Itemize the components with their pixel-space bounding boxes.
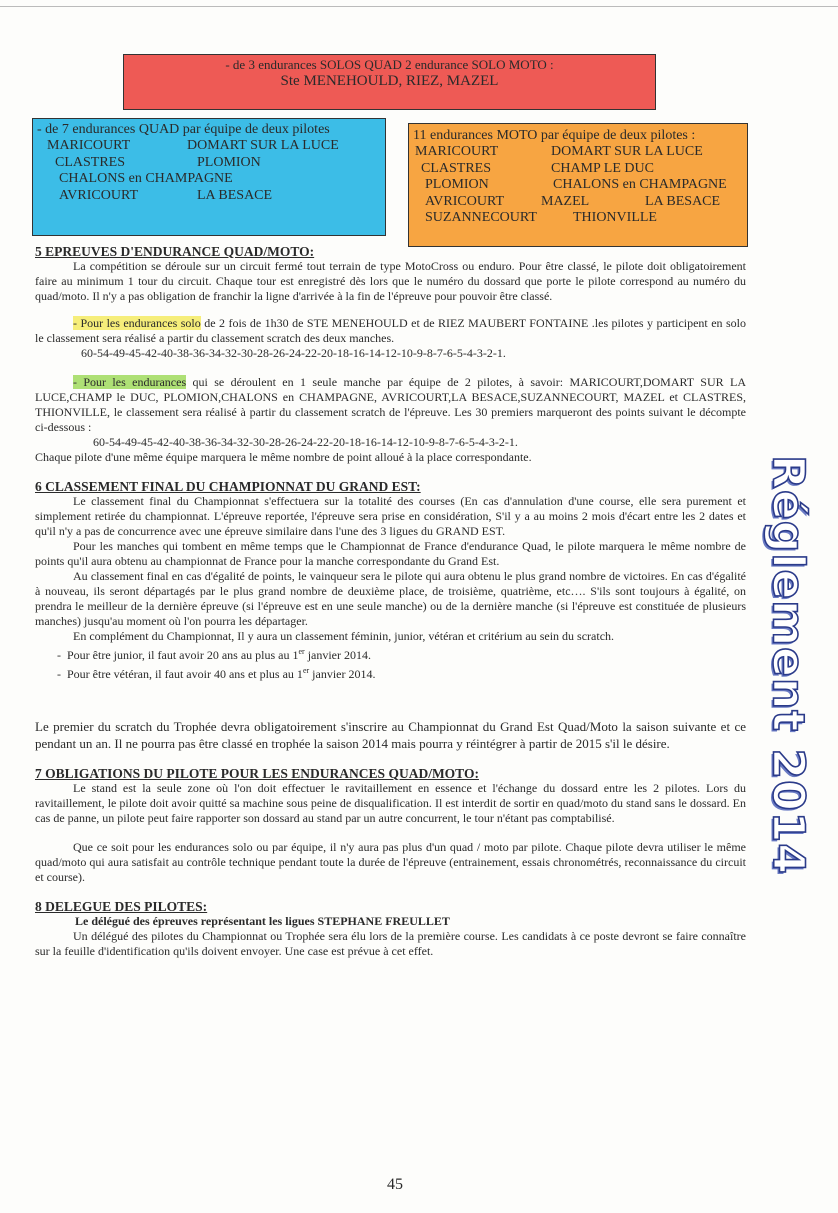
venue: DOMART SUR LA LUCE <box>187 138 339 153</box>
venue: CHALONS en CHAMPAGNE <box>553 177 727 192</box>
venue: CLASTRES <box>55 154 126 170</box>
team-points-note: Chaque pilote d'une même équipe marquera le même nombre de point alloué à la place correspondante. <box>35 450 532 464</box>
section-7-title: 7 OBLIGATIONS DU PILOTE POUR LES ENDURANCES QUAD/MOTO: <box>35 766 479 781</box>
solo-box-line-2: Ste MENEHOULD, RIEZ, MAZEL <box>280 73 499 89</box>
venue: MARICOURT <box>415 144 499 159</box>
venue: DOMART SUR LA LUCE <box>551 144 703 159</box>
team-endurance-paragraph <box>35 375 746 435</box>
team-endurance-highlight: - Pour les endurances <box>73 375 187 389</box>
section-6-paragraph: Le classement final du Championnat s'effectuera sur la totalité des courses (En cas d'annulation d'une course, elle sera purement et simplement retirée du championnat. L'épreuve reportée, l'épreuve sera prise en considération, S'il y a au moins 2 mois d'écart entre les 2 dates et qu'il n'y a pas de concurrence avec une épreuve similaire dans l'une des 3 ligues du GRAND EST. <box>35 494 746 538</box>
venue: THIONVILLE <box>573 210 657 225</box>
top-rule <box>0 6 838 7</box>
list-item: - Pour être vétéran, il faut avoir 40 ans et plus au 1er janvier 2014. <box>57 666 376 681</box>
solo-box-line-1: - de 3 endurances SOLOS QUAD 2 endurance SOLO MOTO : <box>225 57 554 72</box>
venue: MAZEL <box>541 193 590 209</box>
quad-box-row <box>37 188 381 205</box>
moto-box-header: 11 endurances MOTO par équipe de deux pilotes : <box>413 128 696 143</box>
moto-box-row <box>413 194 743 211</box>
section-6-title: 6 CLASSEMENT FINAL DU CHAMPIONNAT DU GRAND EST: <box>35 479 421 494</box>
regulation-text <box>35 244 746 959</box>
junior-rule: Pour être junior, il faut avoir 20 ans au plus au 1 <box>67 648 299 662</box>
venue: CLASTRES <box>421 160 492 176</box>
venue: PLOMION <box>425 177 489 192</box>
venue: AVRICOURT <box>59 187 139 203</box>
list-item: - Pour être junior, il faut avoir 20 ans au plus au 1er janvier 2014. <box>57 647 372 662</box>
solo-endurance-paragraph <box>35 316 746 346</box>
venue: AVRICOURT <box>425 193 505 209</box>
venue: LA BESACE <box>197 187 273 203</box>
venue: LA BESACE <box>645 193 721 209</box>
section-8-paragraph: Un délégué des pilotes du Championnat ou Trophée sera élu lors de la première course. Les candidats à ce poste devront se faire connaître sur la feuille d'identification qu'ils doivent envoyer. Une case est prévue à cet effet. <box>35 929 746 958</box>
points-scale-team: 60-54-49-45-42-40-38-36-34-32-30-28-26-24-22-20-18-16-14-12-10-9-8-7-6-5-4-3-2-1. <box>93 435 518 449</box>
section-6-paragraph: En complément du Championnat, Il y aura un classement féminin, junior, vétéran et critérium au sein du scratch. <box>73 629 615 643</box>
moto-box-row <box>413 210 743 227</box>
section-6-paragraph: Au classement final en cas d'égalité de points, le vainqueur sera le pilote qui aura obtenu le plus grand nombre de victoires. En cas d'égalité à nouveau, ils seront départagés par le plus grand nombre de deuxième place, de troisième, quatrième, etc…. S'ils sont toujours à égalité, on prendra le meilleur de la dernière épreuve (si l'épreuve est en une seule manche) ou de la dernière manche (si l'épreuve est constituée de plusieurs manches) jusqu'au moment où l'on pourra les départager. <box>35 569 746 628</box>
side-title-text: Réglement 2014 <box>762 455 814 875</box>
quad-box-header: - de 7 endurances QUAD par équipe de deux pilotes <box>37 122 330 137</box>
venue: CHAMP LE DUC <box>551 160 654 176</box>
points-scale-solo: 60-54-49-45-42-40-38-36-34-32-30-28-26-24-22-20-18-16-14-12-10-9-8-7-6-5-4-3-2-1. <box>81 346 506 360</box>
quad-box-row <box>37 171 381 188</box>
solo-endurance-text: de 2 fois de 1h30 de STE MENEHOULD et de RIEZ MAUBERT FONTAINE .les pilotes y participent en solo le classement sera réalisé a partir du classement scratch des deux manches. <box>35 316 746 345</box>
moto-team-endurances-box <box>408 123 748 247</box>
quad-box-row <box>37 155 381 172</box>
side-title <box>758 455 818 875</box>
junior-rule-date: janvier 2014. <box>304 648 372 662</box>
section-7-paragraph: Que ce soit pour les endurances solo ou par équipe, il n'y aura pas plus d'un quad / moto par pilote. Chaque pilote devra utiliser le même quad/moto qui aura satisfait au contrôle technique pendant toute la durée de l'épreuve (entrainement, essais chronométrés, reconnaissance du circuit et course). <box>35 840 746 884</box>
quad-box-row <box>37 138 381 155</box>
section-5-paragraph: La compétition se déroule sur un circuit fermé tout terrain de type MotoCross ou enduro. Pour être classé, le pilote doit obligatoirement faire au minimum 1 tour du circuit. Chaque tour est enregistré dès lors que le numéro du dossard que porte le pilote correspond au numéro du quad/moto. Il n'y a pas obligation de franchir la ligne d'arrivée à la fin de l'épreuve pour pouvoir être classé. <box>35 259 746 303</box>
ordinal-sup: er <box>302 666 310 675</box>
moto-box-row <box>413 161 743 178</box>
section-5-title: 5 EPREUVES D'ENDURANCE QUAD/MOTO: <box>35 244 315 259</box>
venue: CHALONS en CHAMPAGNE <box>59 171 233 186</box>
ordinal-sup: er <box>298 647 305 656</box>
venue: MARICOURT <box>47 138 131 153</box>
page-number: 45 <box>387 1176 403 1193</box>
venue: SUZANNECOURT <box>425 210 537 225</box>
trophy-paragraph: Le premier du scratch du Trophée devra obligatoirement s'inscrire au Championnat du Grand Est Quad/Moto la saison suivante et ce pendant un an. Il ne pourra pas être classé en trophée la saison 2014 mais pourra y réintégrer à partir de 2015 s'il le désire. <box>35 719 746 751</box>
section-6-paragraph: Pour les manches qui tombent en même temps que le Championnat de France d'endurance Quad, le pilote marquera le même nombre de points qu'il aura obtenu au championnat de France pour la manche correspondante du Grand Est. <box>35 539 746 568</box>
quad-team-endurances-box <box>32 118 386 236</box>
moto-box-row <box>413 144 743 161</box>
veteran-rule-date: janvier 2014. <box>309 667 376 681</box>
solo-endurances-box <box>123 54 656 110</box>
moto-box-row <box>413 177 743 194</box>
section-8-title: 8 DELEGUE DES PILOTES: <box>35 899 208 914</box>
team-endurance-text: qui se déroulent en 1 seule manche par équipe de 2 pilotes, à savoir: MARICOURT,DOMART SUR LA LUCE,CHAMP le DUC, PLOMION,CHALONS en CHAMPAGNE, AVRICOURT,LA BESACE,SUZANNECOURT, MAZEL et CLASTRES, THIONVILLE, le classement sera réalisé à partir du classement scratch de l'épreuve. Les 30 premiers marqueront des points suivant le décompte ci-dessous : <box>35 375 747 434</box>
solo-endurance-highlight: - Pour les endurances solo <box>73 316 201 330</box>
delegate-line: Le délégué des épreuves représentant les ligues STEPHANE FREULLET <box>75 914 450 928</box>
veteran-rule: Pour être vétéran, il faut avoir 40 ans et plus au 1 <box>67 667 303 681</box>
section-7-paragraph: Le stand est la seule zone où l'on doit effectuer le ravitaillement en essence et l'échange du dossard entre les 2 pilotes. Lors du ravitaillement, le pilote doit avoir quitté sa machine sous peine de disqualification. Il est interdit de sortir en quad/moto du stand sans le dossard. En cas de panne, un pilote peut faire rapporter son dossard au stand par un autre concurrent, le tour n'étant pas comptabilisé. <box>35 781 746 825</box>
venue: PLOMION <box>197 154 261 170</box>
